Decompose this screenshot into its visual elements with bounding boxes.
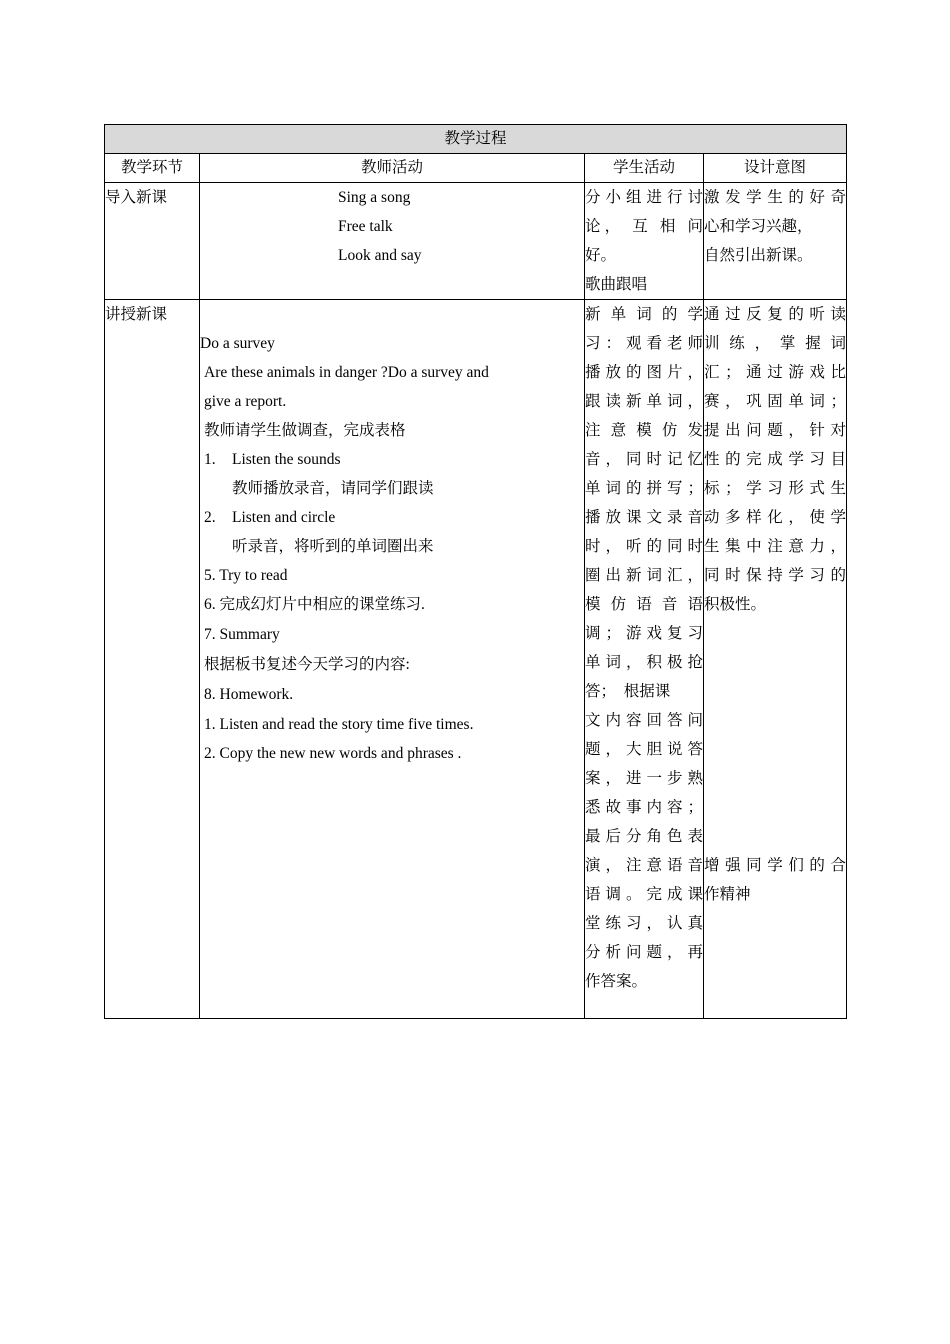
student-line: 堂练习，认真	[585, 915, 703, 932]
design-line: 增强同学们的合	[704, 857, 847, 874]
item-number: 1.	[204, 451, 216, 468]
table-row	[105, 183, 847, 300]
design-line: 心和学习兴趣，	[704, 218, 813, 235]
item-text: Listen and circle	[232, 509, 336, 526]
design-line: 标；学习形式生	[704, 480, 847, 497]
student-line: 音，同时记忆	[585, 451, 703, 468]
design-line: 同时保持学习的	[704, 567, 847, 584]
table-title: 教学过程	[105, 125, 847, 154]
student-line: 题，大胆说答	[585, 741, 703, 758]
header-student-activity: 学生活动	[585, 154, 704, 183]
design-line: 动多样化，使学	[704, 509, 847, 526]
student-line: 好。	[585, 247, 617, 264]
teacher-line: 5. Try to read	[204, 567, 288, 584]
design-line: 提出问题，针对	[704, 422, 847, 439]
stage-label: 讲授新课	[105, 306, 168, 323]
teacher-line: 6. 完成幻灯片中相应的课堂练习.	[204, 596, 425, 613]
design-line: 训 练 ， 掌 握 词	[704, 335, 847, 352]
student-line: 单词，积极抢	[585, 654, 703, 671]
teacher-line: 8. Homework.	[204, 686, 294, 703]
header-stage: 教学环节	[105, 154, 200, 183]
list-item	[200, 445, 584, 474]
student-line: 悉故事内容；	[585, 799, 703, 816]
student-line: 最后分角色表	[585, 828, 703, 845]
design-line: 生集中注意力，	[704, 538, 847, 555]
student-line: 演，注意语音	[585, 857, 703, 874]
teacher-line: Sing a song	[338, 189, 411, 206]
student-line: 新 单 词 的 学	[585, 306, 703, 323]
design-line: 性的完成学习目	[704, 451, 847, 468]
design-line: 激发学生的好奇	[704, 189, 847, 206]
design-line: 作精神	[704, 886, 751, 903]
student-line: 调；游戏复习	[585, 625, 703, 642]
student-line: 分析问题，再	[585, 944, 703, 961]
teacher-line: 7. Summary	[204, 626, 280, 643]
student-line: 作答案。	[585, 973, 648, 990]
teaching-process-table	[104, 124, 847, 1019]
design-line: 积极性。	[704, 596, 767, 613]
teacher-line: 根据板书复述今天学习的内容:	[204, 656, 410, 673]
teacher-line: 2. Copy the new new words and phrases .	[204, 745, 462, 762]
teacher-line: 听录音，将听到的单词圈出来	[232, 538, 434, 555]
list-item	[200, 503, 584, 532]
design-line: 赛，巩固单词；	[704, 393, 847, 410]
teacher-line: 教师播放录音，请同学们跟读	[232, 480, 434, 497]
stage-label: 导入新课	[105, 189, 168, 206]
student-line: 注 意 模 仿 发	[585, 422, 703, 439]
item-text: Listen the sounds	[232, 451, 341, 468]
student-line: 案，进一步熟	[585, 770, 703, 787]
design-line: 汇；通过游戏比	[704, 364, 847, 381]
student-line: 播放的图片，	[585, 364, 703, 381]
table-row	[105, 300, 847, 1019]
student-line: 语调。完成课	[585, 886, 703, 903]
teacher-line: Look and say	[338, 247, 422, 264]
header-design-intent: 设计意图	[704, 154, 847, 183]
header-teacher-activity: 教师活动	[200, 154, 585, 183]
design-line: 自然引出新课。	[704, 247, 813, 264]
teacher-line: give a report.	[204, 393, 287, 410]
student-line: 单词的拼写；	[585, 480, 703, 497]
item-number: 2.	[204, 509, 216, 526]
student-line: 答； 根据课	[585, 683, 671, 700]
student-line: 时，听的同时	[585, 538, 703, 555]
teacher-line: 教师请学生做调查，完成表格	[204, 422, 406, 439]
student-line: 模 仿 语 音 语	[585, 596, 703, 613]
teacher-line: Free talk	[338, 218, 393, 235]
student-line: 论， 互 相 问	[585, 218, 703, 235]
student-line: 习：观看老师	[585, 335, 703, 352]
teacher-line: Do a survey	[200, 335, 275, 352]
student-line: 歌曲跟唱	[585, 276, 648, 293]
student-line: 圈出新词汇，	[585, 567, 703, 584]
student-line: 分小组进行讨	[585, 189, 703, 206]
teacher-line: 1. Listen and read the story time five times.	[204, 716, 474, 733]
teacher-line: Are these animals in danger ?Do a survey and	[204, 364, 489, 381]
student-line: 跟读新单词，	[585, 393, 703, 410]
student-line: 播放课文录音	[585, 509, 703, 526]
design-line: 通过反复的听读	[704, 306, 847, 323]
student-line: 文内容回答问	[585, 712, 703, 729]
